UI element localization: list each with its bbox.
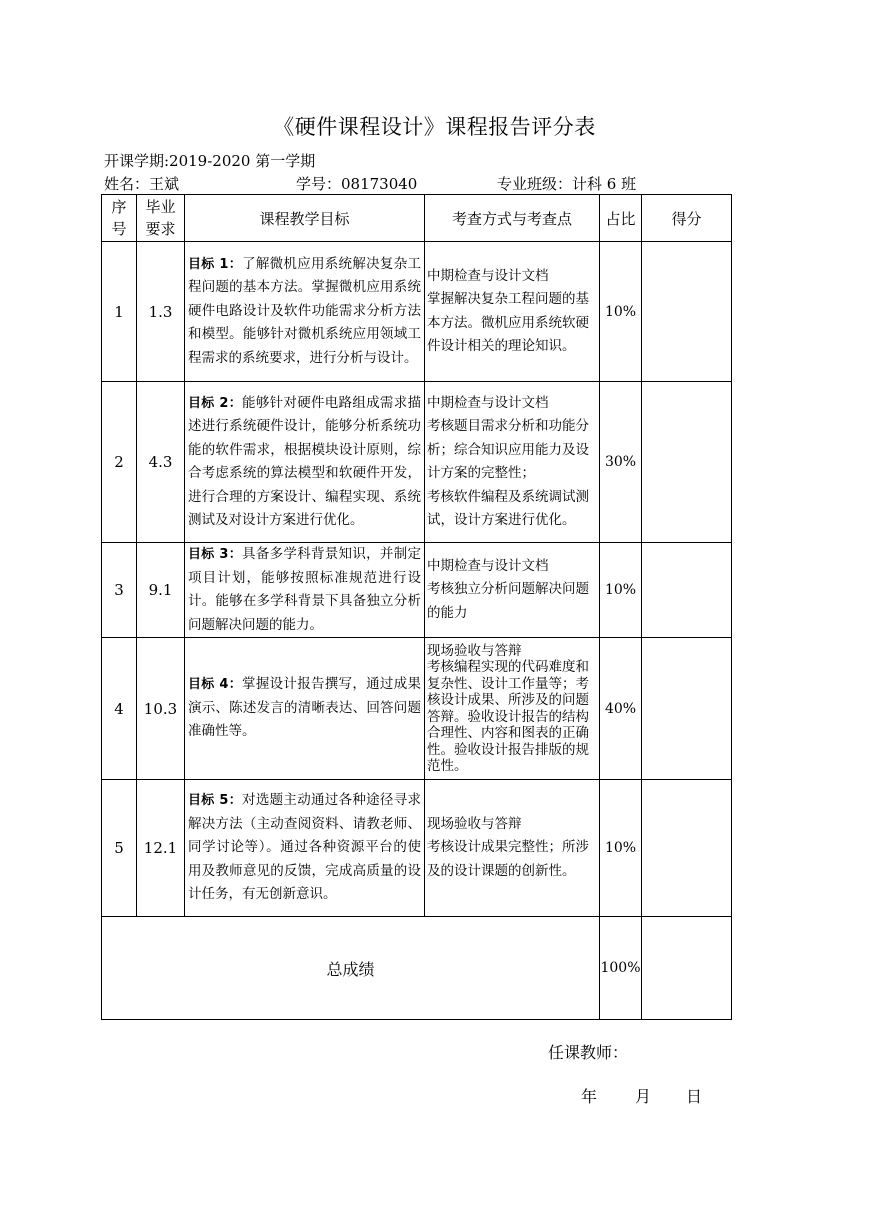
table-row xyxy=(102,242,732,382)
header-req: 毕业要求 xyxy=(137,195,185,242)
row-goal xyxy=(185,242,425,382)
row-seq: 4 xyxy=(102,638,137,780)
total-ratio: 100% xyxy=(600,917,642,1020)
row-assess: 中期检查与设计文档 掌握解决复杂工程问题的基本方法。微机应用系统软硬件设计相关的理论知识。 xyxy=(425,242,600,382)
teacher-signature-label: 任课教师： xyxy=(548,1043,629,1062)
row-ratio: 40% xyxy=(600,638,642,780)
goal-title: 目标 2： xyxy=(188,395,243,411)
total-score[interactable] xyxy=(642,917,732,1020)
header-goal: 课程教学目标 xyxy=(185,195,425,242)
row-ratio: 30% xyxy=(600,382,642,543)
row-score[interactable] xyxy=(642,382,732,543)
header-seq: 序号 xyxy=(102,195,137,242)
date-month: 月 xyxy=(635,1087,652,1106)
row-assess: 中期检查与设计文档 考核题目需求分析和功能分析；综合知识应用能力及设计方案的完整性； 考核软件编程及系统调试测试，设计方案进行优化。 xyxy=(425,382,600,543)
row-goal xyxy=(185,382,425,543)
row-goal xyxy=(185,543,425,638)
row-seq: 1 xyxy=(102,242,137,382)
row-req: 1.3 xyxy=(137,242,185,382)
row-score[interactable] xyxy=(642,638,732,780)
row-req: 10.3 xyxy=(137,638,185,780)
row-req: 9.1 xyxy=(137,543,185,638)
table-row xyxy=(102,638,732,780)
row-score[interactable] xyxy=(642,543,732,638)
date-day: 日 xyxy=(686,1087,703,1106)
page-title: 《硬件课程设计》课程报告评分表 xyxy=(273,115,596,139)
row-score[interactable] xyxy=(642,242,732,382)
goal-title: 目标 5： xyxy=(188,793,243,809)
row-ratio: 10% xyxy=(600,543,642,638)
row-score[interactable] xyxy=(642,780,732,917)
table-row xyxy=(102,382,732,543)
goal-title: 目标 1： xyxy=(188,256,243,272)
goal-text: 掌握设计报告撰写，通过成果演示、陈述发言的清晰表达、回答问题准确性等。 xyxy=(188,676,422,740)
score-table xyxy=(101,194,732,1020)
row-ratio: 10% xyxy=(600,242,642,382)
student-id: 学号：08173040 xyxy=(296,175,418,193)
total-label: 总成绩 xyxy=(102,917,600,1020)
row-goal xyxy=(185,780,425,917)
table-row xyxy=(102,780,732,917)
student-name: 姓名：王斌 xyxy=(104,175,180,193)
row-ratio: 10% xyxy=(600,780,642,917)
table-row xyxy=(102,543,732,638)
row-seq: 5 xyxy=(102,780,137,917)
row-seq: 3 xyxy=(102,543,137,638)
date-year: 年 xyxy=(581,1087,598,1106)
header-assess: 考查方式与考查点 xyxy=(425,195,600,242)
header-ratio: 占比 xyxy=(600,195,642,242)
row-assess: 现场验收与答辩 考核设计成果完整性；所涉及的设计课题的创新性。 xyxy=(425,780,600,917)
goal-text: 具备多学科背景知识，并制定项目计划，能够按照标准规范进行设计。能够在多学科背景下具备独立分析问题解决问题的能力。 xyxy=(188,546,422,633)
goal-title: 目标 4： xyxy=(188,677,243,693)
header-score: 得分 xyxy=(642,195,732,242)
row-goal xyxy=(185,638,425,780)
goal-text: 对选题主动通过各种途径寻求解决方法（主动查阅资料、请教老师、同学讨论等）。通过各种资源平台的使用及教师意见的反馈，完成高质量的设计任务，有无创新意识。 xyxy=(188,792,422,903)
goal-text: 能够针对硬件电路组成需求描述进行系统硬件设计，能够分析系统功能的软件需求，根据模块设计原则，综合考虑系统的算法模型和软硬件开发，进行合理的方案设计、编程实现、系统测试及对设计方案进行优化。 xyxy=(188,394,422,528)
semester-line: 开课学期:2019-2020 第一学期 xyxy=(104,152,316,170)
student-class: 专业班级：计科 6 班 xyxy=(497,175,637,193)
table-header-row xyxy=(102,195,732,242)
row-assess: 中期检查与设计文档 考核独立分析问题解决问题的能力 xyxy=(425,543,600,638)
row-req: 12.1 xyxy=(137,780,185,917)
row-req: 4.3 xyxy=(137,382,185,543)
goal-title: 目标 3： xyxy=(188,547,243,562)
goal-text: 了解微机应用系统解决复杂工程问题的基本方法。掌握微机应用系统硬件电路设计及软件功能需求分析方法和模型。能够针对微机系统应用领域工程需求的系统要求，进行分析与设计。 xyxy=(188,255,422,366)
total-row xyxy=(102,917,732,1020)
row-seq: 2 xyxy=(102,382,137,543)
row-assess: 现场验收与答辩 考核编程实现的代码难度和复杂性、设计工作量等；考核设计成果、所涉及的问题答辩。验收设计报告的结构合理性、内容和图表的正确性。验收设计报告排版的规范性。 xyxy=(425,638,600,780)
